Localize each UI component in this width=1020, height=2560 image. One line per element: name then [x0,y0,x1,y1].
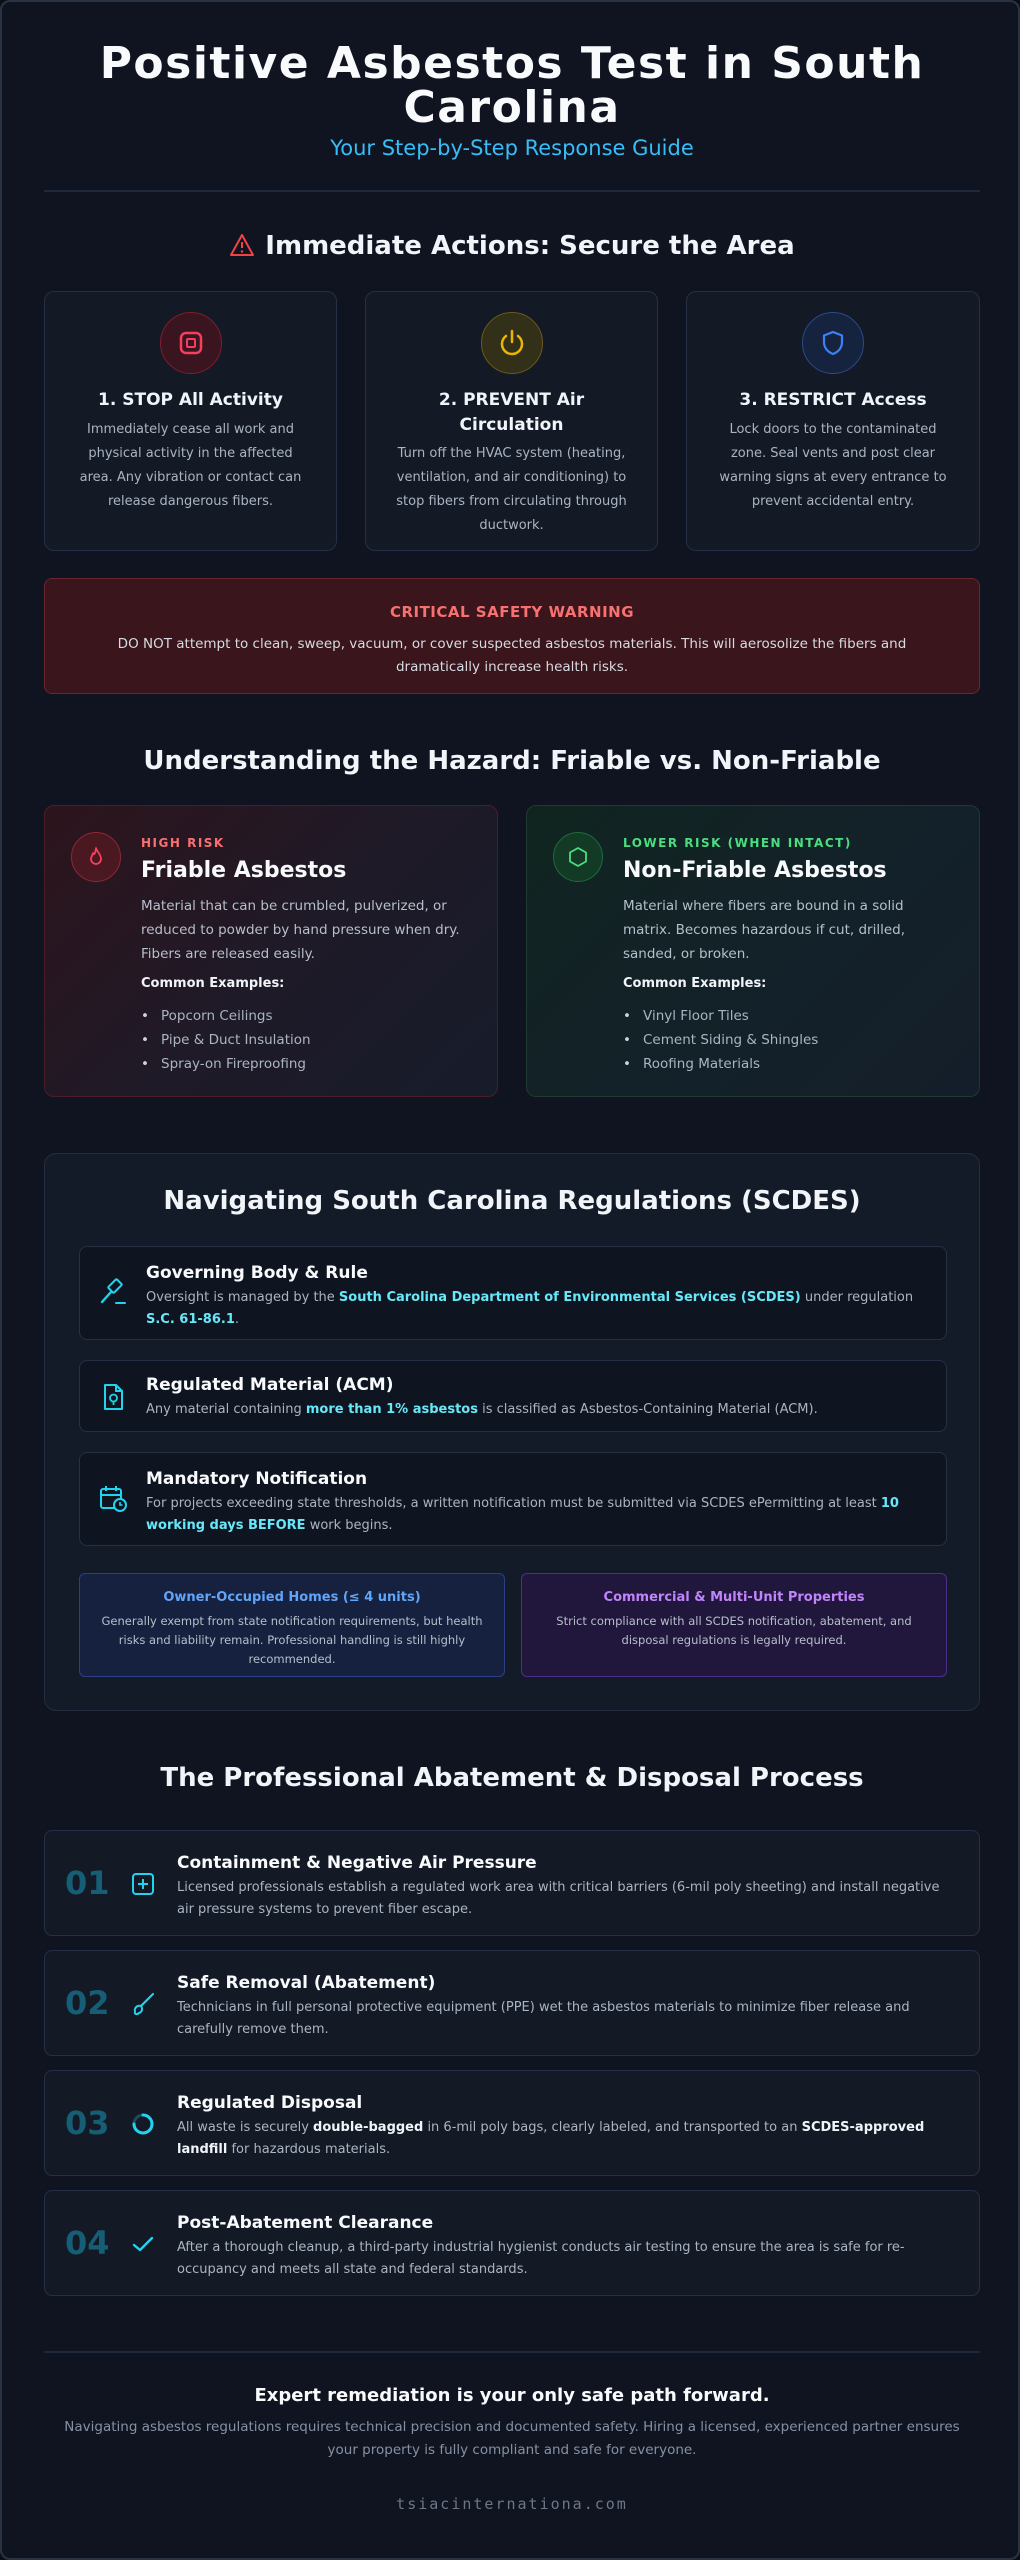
list-item: • Pipe & Duct Insulation [141,1028,311,1052]
regulation-item [79,1452,947,1546]
step-number: 01 [65,1864,110,1902]
box-text: Strict compliance with all SCDES notification, abatement, and disposal regulations is legally required. [556,1614,912,1647]
shield-icon [802,312,864,374]
step-number: 02 [65,1984,110,2022]
risk-description: Material that can be crumbled, pulverized, or reduced to powder by hand pressure when dry. Fibers are released easily. [141,898,460,962]
list-item: • Cement Siding & Shingles [623,1028,818,1052]
action-card-text: Immediately cease all work and physical activity in the affected area. Any vibration or contact can release dangerous fibers. [79,422,302,509]
action-card-title: 1. STOP All Activity [98,390,283,410]
action-card-title: 3. RESTRICT Access [739,390,927,410]
flame-icon [71,832,121,882]
calendar-clock-icon [98,1483,128,1513]
divider [44,2351,980,2353]
step-title: Post-Abatement Clearance [177,2213,434,2233]
box-text: Generally exempt from state notification requirements, but health risks and liability remain. Professional handling is still highly recommended. [101,1614,483,1666]
friable-card [44,805,498,1097]
step-text: Technicians in full personal protective equipment (PPE) wet the asbestos materials to minimize fiber release and carefully remove them. [177,2000,910,2037]
footer-headline: Expert remediation is your only safe path forward. [254,2385,770,2406]
page-subtitle: Your Step-by-Step Response Guide [330,136,694,160]
immediate-actions-title: Immediate Actions: Secure the Area [265,231,795,261]
commercial-box [521,1573,947,1677]
document-badge-icon [98,1382,128,1412]
regulation-item [79,1246,947,1340]
risk-tag: LOWER RISK (WHEN INTACT) [623,836,852,850]
process-title: The Professional Abatement & Disposal Process [160,1763,864,1793]
stop-icon [160,312,222,374]
warning-text: DO NOT attempt to clean, sweep, vacuum, or cover suspected asbestos materials. This will aerosolize the fibers and dramatically increase health risks. [117,636,907,675]
action-card-text: Lock doors to the contaminated zone. Seal vents and post clear warning signs at every entrance to prevent accidental entry. [719,422,947,509]
box-title: Commercial & Multi-Unit Properties [603,1590,865,1605]
power-icon [481,312,543,374]
risk-name: Friable Asbestos [141,858,347,883]
process-step [44,1830,980,1936]
process-step [44,1950,980,2056]
examples-list [623,1004,818,1076]
risk-tag: HIGH RISK [141,836,225,850]
page-title: Positive Asbestos Test in South Carolina [99,38,925,133]
list-item: • Roofing Materials [623,1052,818,1076]
regulation-title: Regulated Material (ACM) [146,1375,394,1395]
gavel-icon [98,1277,128,1307]
divider [44,190,980,192]
step-number: 04 [65,2224,110,2262]
regulation-title: Governing Body & Rule [146,1263,368,1283]
action-card-text: Turn off the HVAC system (heating, ventilation, and air conditioning) to stop fibers from circulating through ductwork. [396,446,627,533]
examples-label: Common Examples: [623,976,767,991]
list-item: • Vinyl Floor Tiles [623,1004,818,1028]
step-text: All waste is securely double-bagged in 6-mil poly bags, clearly labeled, and transported to an SCDES-approved landfill for hazardous materials. [177,2120,925,2157]
regulation-text: For projects exceeding state thresholds, a written notification must be submitted via SCDES ePermitting at least 10 working days BEFORE work begins. [146,1496,899,1533]
step-text: After a thorough cleanup, a third-party industrial hygienist conducts air testing to ensure the area is safe for re-occupancy and meets all state and federal standards. [177,2240,905,2277]
regulations-panel [44,1153,980,1711]
non-friable-card [526,805,980,1097]
step-text: Licensed professionals establish a regulated work area with critical barriers (6-mil poly sheeting) and install negative air pressure systems to prevent fiber escape. [177,1880,940,1917]
process-step [44,2070,980,2176]
regulation-text: Any material containing more than 1% asbestos is classified as Asbestos-Containing Material (ACM). [146,1402,818,1417]
examples-label: Common Examples: [141,976,285,991]
list-item: • Popcorn Ceilings [141,1004,311,1028]
action-card-stop [44,291,337,551]
regulation-item [79,1360,947,1432]
regulations-title: Navigating South Carolina Regulations (SCDES) [163,1186,861,1216]
box-title: Owner-Occupied Homes (≤ 4 units) [163,1590,421,1605]
footer-text: Navigating asbestos regulations requires technical precision and documented safety. Hiring a licensed, experienced partner ensures your property is fully compliant and safe for everyone. [64,2419,960,2458]
risk-description: Material where fibers are bound in a solid matrix. Becomes hazardous if cut, drilled, sanded, or broken. [623,898,906,962]
brush-icon [129,1990,157,2018]
step-title: Safe Removal (Abatement) [177,1973,436,1993]
action-card-prevent [365,291,658,551]
spinner-icon [129,2110,157,2138]
hazard-title: Understanding the Hazard: Friable vs. Non-Friable [143,746,881,776]
regulation-text: Oversight is managed by the South Carolina Department of Environmental Services (SCDES) under regulation S.C. 61-86.1. [146,1290,914,1327]
step-number: 03 [65,2104,110,2142]
regulation-title: Mandatory Notification [146,1469,368,1489]
check-icon [129,2230,157,2258]
critical-safety-warning [44,578,980,694]
list-item: • Spray-on Fireproofing [141,1052,311,1076]
risk-name: Non-Friable Asbestos [623,858,887,883]
warning-title: CRITICAL SAFETY WARNING [389,603,635,621]
immediate-actions-heading [2,231,1020,264]
step-title: Containment & Negative Air Pressure [177,1853,537,1873]
plus-box-icon [129,1870,157,1898]
warning-triangle-icon [229,233,255,264]
examples-list [141,1004,311,1076]
owner-occupied-box [79,1573,505,1677]
site-url[interactable]: tsiacinternationa.com [396,2495,628,2513]
action-card-title: 2. PREVENT Air Circulation [438,390,585,435]
action-card-restrict [686,291,980,551]
process-step [44,2190,980,2296]
hexagon-icon [553,832,603,882]
step-title: Regulated Disposal [177,2093,363,2113]
